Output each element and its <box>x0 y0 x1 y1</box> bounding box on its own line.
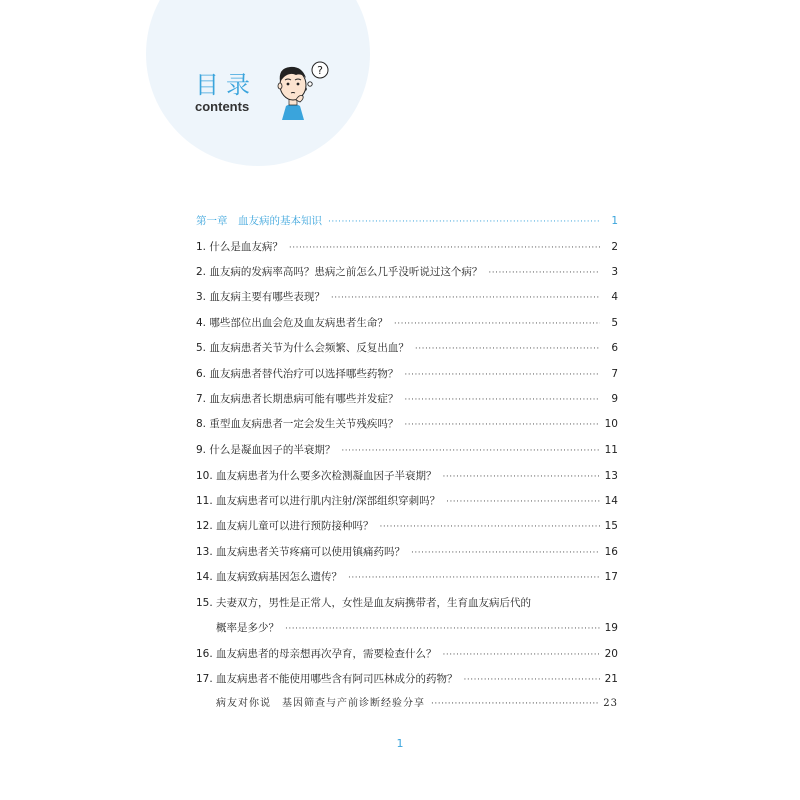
toc-page-number: 10 <box>604 418 618 430</box>
toc-entry <box>196 341 618 356</box>
toc-entry <box>196 469 618 484</box>
toc-page-number: 9 <box>611 393 618 405</box>
toc-dot-leader <box>431 697 599 711</box>
toc-page-number: 15 <box>604 520 618 532</box>
toc-dot-leader <box>341 444 600 458</box>
toc-entry <box>196 392 618 407</box>
toc-page-number: 2 <box>611 241 618 253</box>
toc-entry-label: 9. 什么是凝血因子的半衰期？ <box>196 444 336 456</box>
toc-page-number: 17 <box>604 571 618 583</box>
toc-dot-leader <box>289 241 600 255</box>
toc-dot-leader <box>446 495 600 509</box>
toc-entry <box>196 316 618 331</box>
toc-entry <box>196 570 618 585</box>
toc-entry <box>196 265 618 280</box>
toc-entry-label: 16. 血友病患者的母亲想再次孕育，需要检查什么？ <box>196 648 437 660</box>
toc-page-number: 1 <box>611 215 618 227</box>
toc-dot-leader <box>443 470 600 484</box>
toc-entry <box>196 417 618 432</box>
toc-page-number: 6 <box>611 342 618 354</box>
toc-page-number: 5 <box>611 317 618 329</box>
toc-entry <box>196 647 618 662</box>
toc-entry <box>196 596 618 610</box>
toc-entry-label: 14. 血友病致病基因怎么遗传？ <box>196 571 343 583</box>
toc-page-number: 11 <box>604 444 618 456</box>
toc-entry <box>196 443 618 458</box>
toc-entry-label: 7. 血友病患者长期患病可能有哪些并发症？ <box>196 393 399 405</box>
toc-entry <box>196 494 618 509</box>
toc-page-number: 14 <box>604 495 618 507</box>
toc-entry-label: 第一章 血友病的基本知识 <box>196 215 322 227</box>
toc-dot-leader <box>411 546 600 560</box>
toc-entry <box>196 290 618 305</box>
toc-entry-label: 11. 血友病患者可以进行肌内注射/深部组织穿刺吗？ <box>196 495 441 507</box>
toc-dot-leader <box>285 622 600 636</box>
page-subtitle: contents <box>195 99 250 114</box>
toc-page-number: 3 <box>611 266 618 278</box>
page-number: 1 <box>396 737 404 750</box>
toc-dot-leader <box>404 393 600 407</box>
toc-dot-leader <box>404 368 600 382</box>
toc-entry-label: 病友对你说 基因筛查与产前诊断经验分享 <box>216 698 425 709</box>
toc-entry-label: 10. 血友病患者为什么要多次检测凝血因子半衰期？ <box>196 470 437 482</box>
toc-entry-label: 17. 血友病患者不能使用哪些含有阿司匹林成分的药物？ <box>196 673 458 685</box>
toc-entry-label: 1. 什么是血友病？ <box>196 241 283 253</box>
toc-page-number: 19 <box>604 622 618 634</box>
toc-entry-label: 13. 血友病患者关节疼痛可以使用镇痛药吗？ <box>196 546 406 558</box>
toc-dot-leader <box>415 342 600 356</box>
toc-chapter-heading <box>196 214 618 229</box>
toc-page-number: 20 <box>604 648 618 660</box>
toc-page-number: 13 <box>604 470 618 482</box>
toc-dot-leader <box>380 520 600 534</box>
toc-entry <box>196 240 618 255</box>
thinking-boy-question-icon <box>268 58 334 120</box>
toc-page-number: 7 <box>611 368 618 380</box>
toc-dot-leader <box>404 418 600 432</box>
toc-entry-label: 6. 血友病患者替代治疗可以选择哪些药物？ <box>196 368 399 380</box>
toc-entry-label: 4. 哪些部位出血会危及血友病患者生命？ <box>196 317 388 329</box>
toc-dot-leader <box>348 571 600 585</box>
decorative-circle <box>146 0 370 166</box>
toc-page-number: 16 <box>604 546 618 558</box>
toc-entry-label: 概率是多少？ <box>216 622 279 634</box>
toc-dot-leader <box>464 673 600 687</box>
toc-entry-label: 3. 血友病主要有哪些表现？ <box>196 291 325 303</box>
toc-dot-leader <box>443 648 600 662</box>
toc-entry-label: 5. 血友病患者关节为什么会频繁、反复出血？ <box>196 342 409 354</box>
toc-dot-leader <box>488 266 600 280</box>
toc-entry-label: 8. 重型血友病患者一定会发生关节残疾吗？ <box>196 418 399 430</box>
toc-page-number: 23 <box>603 698 618 709</box>
toc-entry <box>196 545 618 560</box>
toc-dot-leader <box>394 317 600 331</box>
toc-entry <box>196 367 618 382</box>
toc-entry-label: 2. 血友病的发病率高吗？患病之前怎么几乎没听说过这个病？ <box>196 266 483 278</box>
toc-entry <box>196 519 618 534</box>
toc-page-number: 4 <box>611 291 618 303</box>
toc-dot-leader <box>331 291 600 305</box>
toc-entry <box>216 621 618 636</box>
toc-entry <box>196 672 618 687</box>
svg-text:?: ? <box>317 64 323 77</box>
toc-entry <box>216 697 618 711</box>
toc-dot-leader <box>328 215 600 229</box>
page-title: 目录 <box>195 71 257 99</box>
toc-entry-label: 15. 夫妻双方，男性是正常人，女性是血友病携带者，生育血友病后代的 <box>196 597 532 609</box>
toc-page-number: 21 <box>604 673 618 685</box>
toc-entry-label: 12. 血友病儿童可以进行预防接种吗？ <box>196 520 374 532</box>
